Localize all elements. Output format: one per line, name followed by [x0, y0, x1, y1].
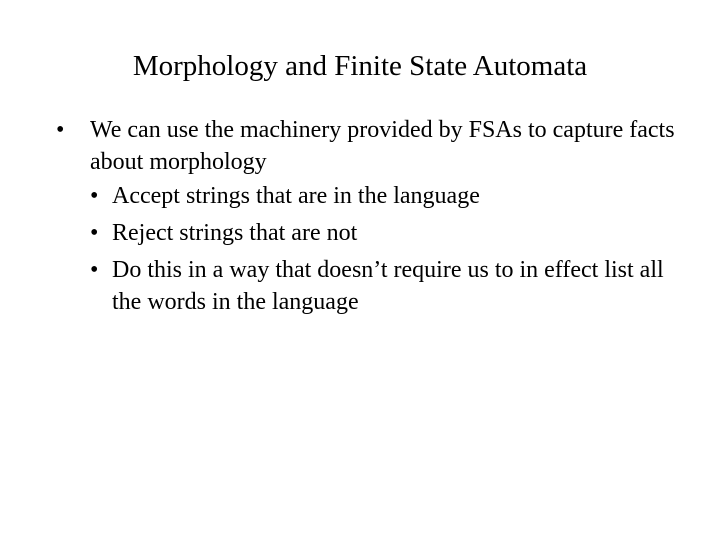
bullet-list: [56, 114, 676, 323]
sub-bullet-list: [90, 180, 676, 318]
bullet-text: We can use the machinery provided by FSAs to capture facts about morphology: [90, 117, 675, 175]
sub-bullet-text: Accept strings that are in the language: [112, 183, 480, 209]
bullet-icon: •: [90, 183, 99, 209]
list-item: [56, 114, 676, 318]
bullet-icon: •: [56, 117, 65, 143]
slide-title: Morphology and Finite State Automata: [132, 50, 588, 82]
sub-list-item: [90, 254, 676, 318]
bullet-icon: •: [90, 220, 99, 246]
sub-list-item: [90, 180, 676, 212]
sub-list-item: [90, 217, 676, 249]
bullet-icon: •: [90, 257, 99, 283]
sub-bullet-text: Reject strings that are not: [112, 220, 358, 246]
sub-bullet-text: Do this in a way that doesn’t require us to in effect list all the words in the language: [112, 257, 664, 315]
